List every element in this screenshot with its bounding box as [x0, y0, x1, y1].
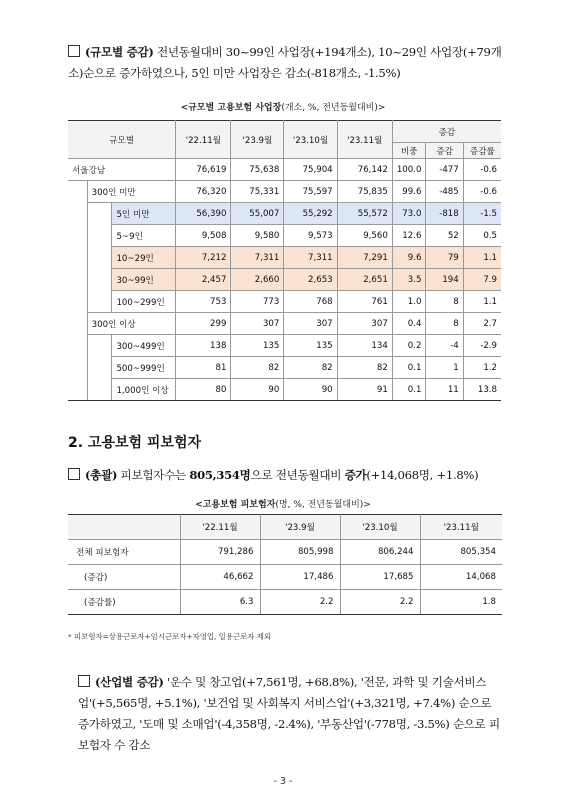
header-change: 증감: [392, 121, 501, 143]
indent-cell: [68, 203, 87, 225]
value-cell: 9,560: [337, 225, 392, 247]
paragraph-size-change: [68, 42, 504, 84]
header-period: '23.9월: [231, 121, 284, 159]
value-cell: 75,904: [284, 159, 337, 181]
value-cell: 55,007: [231, 203, 284, 225]
value-cell: 2.2: [340, 590, 420, 615]
checkbox-bullet-icon: [78, 675, 90, 687]
value-cell: 82: [231, 357, 284, 379]
value-cell: 7,212: [176, 247, 231, 269]
row-label: 10~29인: [112, 247, 176, 269]
value-cell: 2,457: [176, 269, 231, 291]
value-cell: 9,573: [284, 225, 337, 247]
value-cell: 7.9: [463, 269, 501, 291]
value-cell: 76,142: [337, 159, 392, 181]
value-cell: 82: [284, 357, 337, 379]
value-cell: 2.2: [260, 590, 340, 615]
value-cell: 76,320: [176, 181, 231, 203]
value-cell: 0.1: [392, 379, 426, 401]
value-cell: 1: [426, 357, 463, 379]
value-cell: 90: [284, 379, 337, 401]
value-cell: 761: [337, 291, 392, 313]
value-cell: 7,311: [284, 247, 337, 269]
table2-caption-title: <고용보험 피보험자: [195, 500, 276, 510]
row-label: 5인 미만: [112, 203, 176, 225]
value-cell: 12.6: [392, 225, 426, 247]
value-cell: 99.6: [392, 181, 426, 203]
value-cell: 75,331: [231, 181, 284, 203]
value-cell: 0.4: [392, 313, 426, 335]
indent-cell: [68, 269, 87, 291]
value-cell: 2,653: [284, 269, 337, 291]
value-cell: -4: [426, 335, 463, 357]
header-period: '23.11월: [337, 121, 392, 159]
table-row: [68, 203, 501, 225]
value-cell: 307: [231, 313, 284, 335]
footnote: * 피보험자=상용근로자+임시근로자+자영업, 일용근로자 제외: [68, 632, 272, 641]
value-cell: 9,580: [231, 225, 284, 247]
paragraph-label: (규모별 증감): [85, 45, 154, 59]
row-label: 서울강남: [68, 159, 176, 181]
table-row: [68, 181, 501, 203]
paragraph-industry: [78, 672, 504, 756]
header-diff: 증감: [426, 143, 463, 159]
value-cell: 81: [176, 357, 231, 379]
checkbox-bullet-icon: [68, 45, 80, 57]
table-row: [68, 590, 502, 615]
value-cell: 9.6: [392, 247, 426, 269]
table-row: [68, 159, 501, 181]
value-cell: 55,572: [337, 203, 392, 225]
value-cell: -1.5: [463, 203, 501, 225]
row-label: 전체 피보험자: [68, 540, 180, 565]
value-cell: 299: [176, 313, 231, 335]
value-cell: 79: [426, 247, 463, 269]
paragraph-total: [68, 465, 504, 486]
row-label: 300인 이상: [87, 313, 176, 335]
table1-caption-title: <규모별 고용보험 사업장: [180, 103, 282, 113]
value-cell: 14,068: [420, 565, 502, 590]
paragraph-text: 전년동월대비 30~99인 사업장(+194개소), 10~29인 사업장(+79개소)순으로 증가하였으나, 5인 미만 사업장은 감소(-818개소, -1.5%): [68, 45, 502, 80]
row-label: 300~499인: [112, 335, 176, 357]
value-cell: 805,354: [420, 540, 502, 565]
row-label: 30~99인: [112, 269, 176, 291]
value-cell: 3.5: [392, 269, 426, 291]
value-cell: 768: [284, 291, 337, 313]
indent-cell: [68, 357, 87, 379]
value-cell: 11: [426, 379, 463, 401]
indent-cell: [68, 313, 87, 335]
value-cell: 7,311: [231, 247, 284, 269]
paragraph-label: (총괄): [85, 468, 118, 482]
value-cell: -0.6: [463, 181, 501, 203]
value-cell: -485: [426, 181, 463, 203]
value-cell: 135: [231, 335, 284, 357]
table-row: [68, 225, 501, 247]
value-cell: 0.1: [392, 357, 426, 379]
indent-cell: [68, 181, 87, 203]
value-cell: 73.0: [392, 203, 426, 225]
row-label: 100~299인: [112, 291, 176, 313]
value-cell: 8: [426, 291, 463, 313]
row-label: (증감률): [68, 590, 180, 615]
value-cell: 307: [337, 313, 392, 335]
table-row: [68, 269, 501, 291]
header-blank: [68, 515, 180, 540]
header-share: 비중: [392, 143, 426, 159]
indent-cell: [87, 247, 112, 269]
header-period: '23.10월: [340, 515, 420, 540]
value-cell: 9,508: [176, 225, 231, 247]
paragraph-text: (+14,068명, +1.8%): [366, 468, 479, 482]
insured-total-value: 805,354명: [189, 468, 251, 482]
checkbox-bullet-icon: [68, 468, 80, 480]
paragraph-label: (산업별 증감): [95, 675, 164, 689]
value-cell: 138: [176, 335, 231, 357]
value-cell: 1.2: [463, 357, 501, 379]
table1-caption-unit: (개소, %, 전년동월대비)>: [281, 103, 386, 113]
paragraph-text: 피보험자수는: [117, 468, 190, 482]
indent-cell: [68, 379, 87, 401]
row-label: 5~9인: [112, 225, 176, 247]
table2-caption: [0, 497, 566, 510]
row-label: 300인 미만: [87, 181, 176, 203]
value-cell: 2.7: [463, 313, 501, 335]
indent-cell: [68, 247, 87, 269]
value-cell: -0.6: [463, 159, 501, 181]
indent-cell: [87, 291, 112, 313]
table-row: [68, 565, 502, 590]
table-row: [68, 247, 501, 269]
value-cell: 805,998: [260, 540, 340, 565]
value-cell: 2,651: [337, 269, 392, 291]
header-period: '23.9월: [260, 515, 340, 540]
value-cell: 80: [176, 379, 231, 401]
paragraph-text: '운수 및 창고업(+7,561명, +68.8%), '전문, 과학 및 기술서비스업'(+5,565명, +5.1%), '보건업 및 사회복지 서비스업'(+3,321명, +7.4%) 순으로 증가하였고, '도매 및 소매업'(-4,358명, -2.4%), '부동산업'(-778명, -3.5%) 순으로 피보험자 수 감소: [78, 675, 500, 752]
value-cell: 1.1: [463, 247, 501, 269]
indent-cell: [87, 225, 112, 247]
header-period: '23.10월: [284, 121, 337, 159]
value-cell: 52: [426, 225, 463, 247]
paragraph-text: 으로 전년동월대비: [250, 468, 345, 482]
indent-cell: [87, 357, 112, 379]
value-cell: 13.8: [463, 379, 501, 401]
row-label: 1,000인 이상: [112, 379, 176, 401]
value-cell: 1.8: [420, 590, 502, 615]
value-cell: 75,835: [337, 181, 392, 203]
header-period: '23.11월: [420, 515, 502, 540]
value-cell: 100.0: [392, 159, 426, 181]
indent-cell: [87, 269, 112, 291]
value-cell: 2,660: [231, 269, 284, 291]
indent-cell: [68, 225, 87, 247]
value-cell: 1.0: [392, 291, 426, 313]
table-row: [68, 379, 501, 401]
page-number: - 3 -: [273, 776, 293, 787]
row-label: 500~999인: [112, 357, 176, 379]
value-cell: 7,291: [337, 247, 392, 269]
row-label: (증감): [68, 565, 180, 590]
table-row: [68, 357, 501, 379]
indent-cell: [68, 291, 87, 313]
value-cell: -477: [426, 159, 463, 181]
value-cell: 773: [231, 291, 284, 313]
header-period: '22.11월: [180, 515, 260, 540]
table2-caption-unit: (명, %, 전년동월대비)>: [275, 500, 371, 510]
value-cell: 0.2: [392, 335, 426, 357]
value-cell: 46,662: [180, 565, 260, 590]
table-row: [68, 313, 501, 335]
value-cell: 6.3: [180, 590, 260, 615]
value-cell: 806,244: [340, 540, 420, 565]
header-rate: 증감률: [463, 143, 501, 159]
indent-cell: [68, 335, 87, 357]
value-cell: 17,685: [340, 565, 420, 590]
value-cell: 75,597: [284, 181, 337, 203]
insured-table: [68, 514, 502, 615]
table-row: [68, 540, 502, 565]
value-cell: 0.5: [463, 225, 501, 247]
section-heading: 2. 고용보험 피보험자: [68, 435, 201, 451]
table-row: [68, 335, 501, 357]
value-cell: 91: [337, 379, 392, 401]
increase-word: 증가: [344, 468, 367, 482]
header-period: '22.11월: [176, 121, 231, 159]
value-cell: 76,619: [176, 159, 231, 181]
header-size: 규모별: [68, 121, 176, 159]
value-cell: 90: [231, 379, 284, 401]
value-cell: 55,292: [284, 203, 337, 225]
indent-cell: [87, 335, 112, 357]
value-cell: -2.9: [463, 335, 501, 357]
value-cell: 135: [284, 335, 337, 357]
value-cell: 56,390: [176, 203, 231, 225]
indent-cell: [87, 203, 112, 225]
value-cell: 307: [284, 313, 337, 335]
indent-cell: [87, 379, 112, 401]
value-cell: 753: [176, 291, 231, 313]
value-cell: 194: [426, 269, 463, 291]
table-row: [68, 291, 501, 313]
size-workplace-table: [68, 120, 501, 401]
value-cell: 791,286: [180, 540, 260, 565]
value-cell: 8: [426, 313, 463, 335]
value-cell: -818: [426, 203, 463, 225]
value-cell: 82: [337, 357, 392, 379]
value-cell: 134: [337, 335, 392, 357]
value-cell: 17,486: [260, 565, 340, 590]
value-cell: 1.1: [463, 291, 501, 313]
value-cell: 75,638: [231, 159, 284, 181]
table1-caption: [0, 100, 566, 113]
